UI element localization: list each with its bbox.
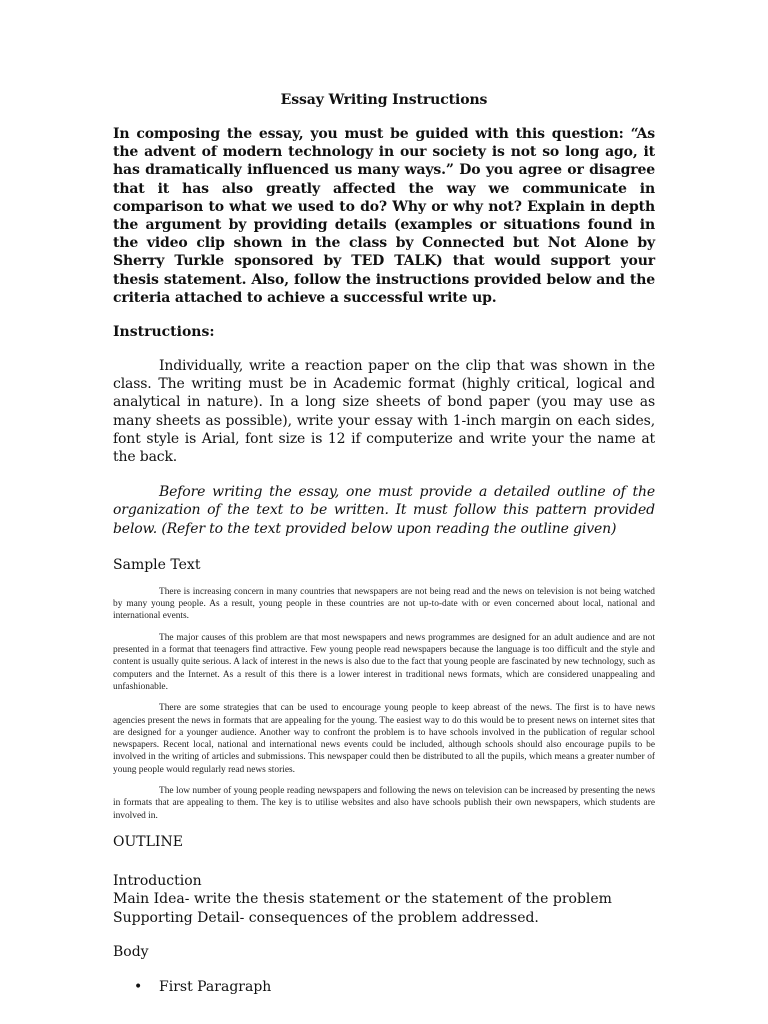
introduction-section xyxy=(113,872,655,927)
document-page xyxy=(113,92,655,996)
sample-paragraph: There is increasing concern in many countries that newspapers are not being read and the news on television is not being watched by many young people. As a result, young people in these countries are not up-to-date with or even concerned about local, national and international events. xyxy=(113,586,655,622)
list-item xyxy=(113,978,655,996)
bullet-icon: • xyxy=(134,979,143,996)
sample-paragraph: The low number of young people reading newspapers and following the news on television can be increased by presenting the news in formats that are appealing to them. The key is to utilise websites and also have schools publish their own newspapers, which students are involved in. xyxy=(113,786,655,821)
sample-paragraph: The major causes of this problem are that most newspapers and news programmes are designed for an adult audience and are not presented in a format that teenagers find attractive. Few young people read newspapers because the language is too difficult and the style and content is usually quite serious. A lack of interest in the news is also due to the fact that young people are fascinated by new technology, such as computers and the Internet. As a result of this there is a lower interest in traditional news formats, which are considered unappealing and unfashionable. xyxy=(113,632,655,692)
supporting-detail-line: Supporting Detail- consequences of the problem addressed. xyxy=(113,909,539,926)
list-item-label: First Paragraph xyxy=(159,979,272,996)
sample-text-heading: Sample Text xyxy=(113,556,201,573)
outline-note-paragraph: Before writing the essay, one must provide a detailed outline of the organization of the text to be written. It must follow this pattern provided below. (Refer to the text provided below upon reading the outline given) xyxy=(113,484,655,537)
intro-paragraph: In composing the essay, you must be guided with this question: “As the advent of modern technology in our society is not so long ago, it has dramatically influenced us many ways.” Do you agree or disagree that it has also greatly affected the way we communicate in comparison to what we used to do? Why or why not? Explain in depth the argument by providing details (examples or situations found in the video clip shown in the class by Connected but Not Alone by Sherry Turkle sponsored by TED TALK) that would support your thesis statement. Also, follow the instructions provided below and the criteria attached to achieve a successful write up. xyxy=(113,126,655,306)
instructions-paragraph: Individually, write a reaction paper on the clip that was shown in the class. The writing must be in Academic format (highly critical, logical and analytical in nature). In a long size sheets of bond paper (you may use as many sheets as possible), write your essay with 1-inch margin on each sides, font style is Arial, font size is 12 if computerize and write your the name at the back. xyxy=(113,358,655,466)
main-idea-line: Main Idea- write the thesis statement or the statement of the problem xyxy=(113,891,612,908)
instructions-heading: Instructions: xyxy=(113,324,215,341)
document-title: Essay Writing Instructions xyxy=(280,92,488,108)
introduction-label: Introduction xyxy=(113,872,202,889)
sample-text-block xyxy=(113,586,655,822)
body-heading: Body xyxy=(113,944,149,961)
outline-heading: OUTLINE xyxy=(113,833,183,850)
body-list xyxy=(113,978,655,996)
sample-paragraph: There are some strategies that can be used to encourage young people to keep abreast of the news. The first is to have news agencies present the news in formats that are appealing for the young. The easiest way to do this would be to present news on internet sites that are designed for a younger audience. Another way to confront the problem is to have schools involved in the publication of regular school newspapers. Recent local, national and international news events could be included, although schools should also encourage pupils to be involved in the writing of articles and submissions. This newspaper could then be distributed to all the pupils, which means a greater number of young people would regularly read news stories. xyxy=(113,703,655,775)
